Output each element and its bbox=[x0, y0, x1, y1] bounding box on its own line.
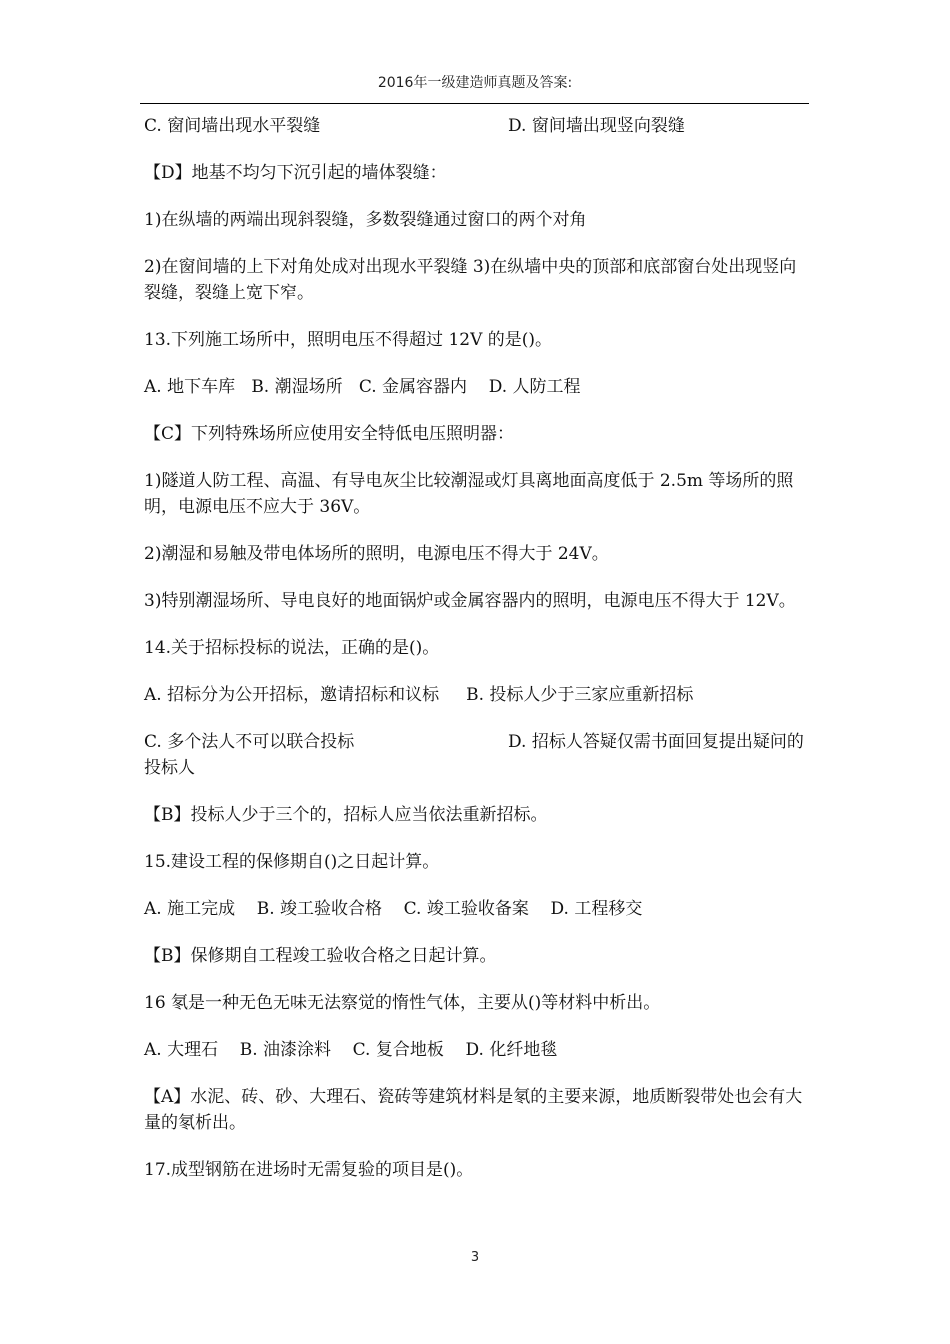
option-b: B. 竣工验收合格 bbox=[256, 899, 383, 919]
option-d: D. 窗间墙出现竖向裂缝 bbox=[508, 116, 685, 136]
q15-options bbox=[144, 896, 808, 922]
q12-options-cd bbox=[144, 113, 808, 139]
option-c: C. 窗间墙出现水平裂缝 bbox=[144, 116, 321, 136]
q14-options-cd bbox=[144, 729, 808, 781]
q13-explanation-1: 1)隧道人防工程、高温、有导电灰尘比较潮湿或灯具离地面高度低于 2.5m 等场所的照明，电源电压不应大于 36V。 bbox=[144, 471, 794, 517]
option-c: C. 竣工验收备案 bbox=[403, 899, 529, 919]
q16-answer: 【A】水泥、砖、砂、大理石、瓷砖等建筑材料是氡的主要来源，地质断裂带处也会有大量的氡析出。 bbox=[144, 1087, 803, 1133]
option-b: B. 投标人少于三家应重新招标 bbox=[466, 685, 694, 705]
question-13: 13.下列施工场所中，照明电压不得超过 12V 的是()。 bbox=[144, 330, 553, 350]
q13-explanation-3: 3)特别潮湿场所、导电良好的地面锅炉或金属容器内的照明，电源电压不得大于 12V。 bbox=[144, 591, 796, 611]
option-a: A. 施工完成 bbox=[144, 899, 236, 919]
page-header-title: 2016年一级建造师真题及答案: bbox=[377, 75, 573, 91]
q12-explanation-1: 1)在纵墙的两端出现斜裂缝，多数裂缝通过窗口的两个对角 bbox=[144, 210, 587, 230]
question-14: 14.关于招标投标的说法，正确的是()。 bbox=[144, 638, 440, 658]
q14-options-ab bbox=[144, 682, 808, 708]
question-15: 15.建设工程的保修期自()之日起计算。 bbox=[144, 852, 440, 872]
q12-answer: 【D】地基不均匀下沉引起的墙体裂缝： bbox=[144, 163, 447, 183]
q13-answer: 【C】下列特殊场所应使用安全特低电压照明器： bbox=[144, 424, 515, 444]
option-a: A. 招标分为公开招标，邀请招标和议标 bbox=[144, 685, 440, 705]
option-d: D. 工程移交 bbox=[550, 899, 643, 919]
option-a: A. 大理石 bbox=[144, 1040, 219, 1060]
option-d: D. 化纤地毯 bbox=[465, 1040, 558, 1060]
q14-answer: 【B】投标人少于三个的，招标人应当依法重新招标。 bbox=[144, 805, 548, 825]
option-c: C. 金属容器内 bbox=[358, 377, 468, 397]
question-16: 16 氡是一种无色无味无法察觉的惰性气体，主要从()等材料中析出。 bbox=[144, 993, 661, 1013]
q16-options bbox=[144, 1037, 808, 1063]
option-d: D. 招标人答疑仅需书面回复提出疑问的投标人 bbox=[144, 732, 804, 778]
q13-options bbox=[144, 374, 808, 400]
q12-explanation-2: 2)在窗间墙的上下对角处成对出现水平裂缝 3)在纵墙中央的顶部和底部窗台处出现竖向裂缝，裂缝上宽下窄。 bbox=[144, 257, 797, 303]
option-c: C. 复合地板 bbox=[352, 1040, 444, 1060]
option-b: B. 油漆涂料 bbox=[239, 1040, 332, 1060]
document-body bbox=[144, 113, 808, 1204]
q15-answer: 【B】保修期自工程竣工验收合格之日起计算。 bbox=[144, 946, 497, 966]
option-b: B. 潮湿场所 bbox=[251, 377, 343, 397]
option-a: A. 地下车库 bbox=[144, 377, 236, 397]
page-number: 3 bbox=[470, 1250, 480, 1265]
header-divider bbox=[140, 103, 809, 104]
question-17: 17.成型钢筋在进场时无需复验的项目是()。 bbox=[144, 1160, 474, 1180]
option-c: C. 多个法人不可以联合投标 bbox=[144, 732, 355, 752]
option-d: D. 人防工程 bbox=[488, 377, 581, 397]
q13-explanation-2: 2)潮湿和易触及带电体场所的照明，电源电压不得大于 24V。 bbox=[144, 544, 609, 564]
